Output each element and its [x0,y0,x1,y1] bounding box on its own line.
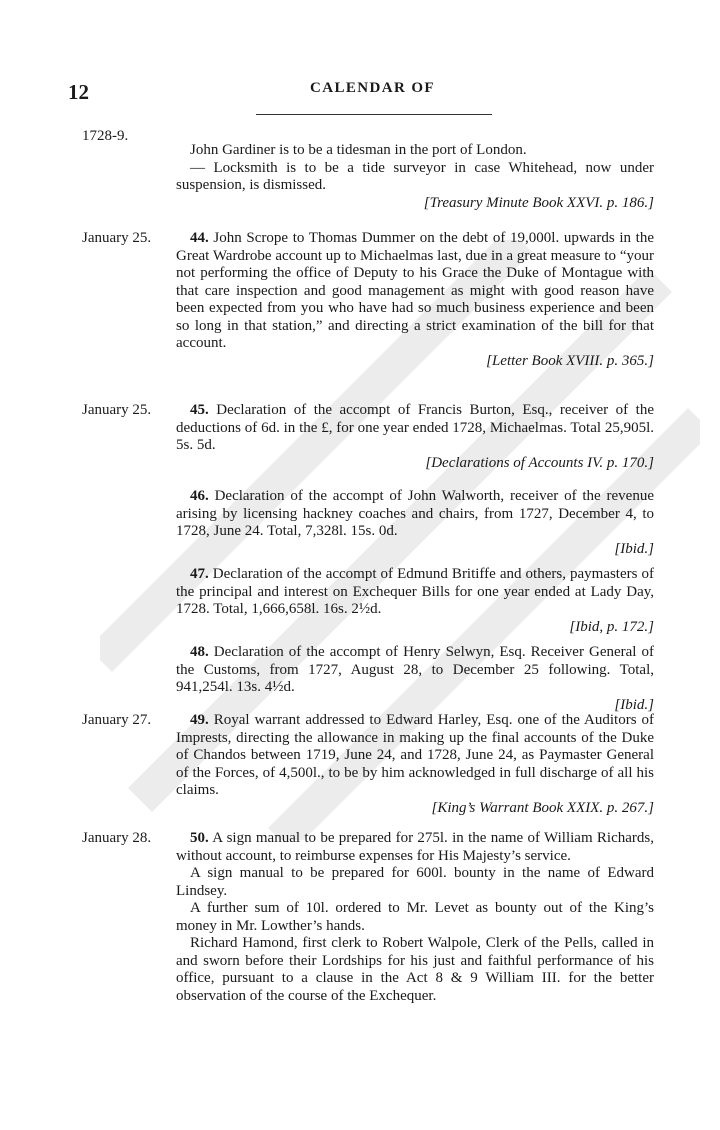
entry-number: 49. [190,712,209,728]
entry-block [176,644,654,714]
source-reference: [Declarations of Accounts IV. p. 170.] [425,454,654,471]
entry-number: 47. [190,566,209,582]
entry-line: John Gardiner is to be a tidesman in the port of London. [190,142,527,158]
source-reference: [Treasury Minute Book XXVI. p. 186.] [423,194,654,211]
entry-number: 48. [190,644,209,660]
entry-number: 45. [190,402,209,418]
entry-text: A sign manual to be prepared for 275l. in the name of William Richards, without account, to reimburse expenses for His Majesty’s service. [176,830,654,864]
entry-number: 50. [190,830,209,846]
entry-text: Declaration of the accompt of Francis Burton, Esq., receiver of the deductions of 6d. in the £, for one year ended 1728, Michaelmas. Total 25,905l. 5s. 5d. [176,402,654,453]
entry-text: Declaration of the accompt of Edmund Britiffe and others, paymasters of the principal and interest on Exchequer Bills for one year ended at Lady Day, 1728. Total, 1,666,658l. 16s. 2½d. [176,566,654,617]
page-number: 12 [68,80,89,104]
source-reference: [Ibid.] [614,696,654,713]
entry-date: 1728-9. [82,128,129,144]
entry-block [176,142,654,212]
running-title: CALENDAR OF [310,80,435,96]
entry-paragraph: A further sum of 10l. ordered to Mr. Levet as bounty out of the King’s money in Mr. Lowther’s hands. [176,900,654,934]
source-reference: [Ibid, p. 172.] [569,618,654,635]
entry-text: Royal warrant addressed to Edward Harley, Esq. one of the Auditors of Imprests, directing the allowance in making up the final accounts of the Duke of Chandos between 1719, June 24, and 1728, June 24, as Paymaster General of the Forces, of 4,500l., to be by him acknowledged in full discharge of all his claims. [176,712,655,798]
entry-block [176,402,654,472]
entry-block [176,488,654,558]
entry-date: January 25. [82,230,152,246]
source-reference: [Ibid.] [614,540,654,557]
source-reference: [King’s Warrant Book XXIX. p. 267.] [431,799,654,816]
entry-number: 44. [190,230,209,246]
entry-block [176,712,654,817]
entry-date: January 27. [82,712,152,728]
entry-date: January 25. [82,402,152,418]
entry-date: January 28. [82,830,152,846]
entry-text: John Scrope to Thomas Dummer on the debt of 19,000l. upwards in the Great Wardrobe account up to Michaelmas last, due in a great measure to “your not performing the office of Deputy to his Grace the Duke of Montague with that care inspection and good management as might with good reason have been expected from you who have had so much business experience and been so long in that station,” and directing a strict examination of the bill for that account. [176,230,655,351]
entry-number: 46. [190,488,209,504]
entry-block [176,566,654,636]
entry-paragraph: A sign manual to be prepared for 600l. bounty in the name of Edward Lindsey. [176,865,654,899]
entry-block [176,230,654,370]
source-reference: [Letter Book XVIII. p. 365.] [486,352,654,369]
entry-block [176,830,654,1005]
entry-text: Declaration of the accompt of John Walworth, receiver of the revenue arising by licensing hackney coaches and chairs, from 1727, December 4, to 1728, June 24. Total, 7,328l. 15s. 0d. [176,488,655,539]
header-rule [256,114,492,115]
entry-line: — Locksmith is to be a tide surveyor in case Whitehead, now under suspension, is dismissed. [176,159,654,193]
entry-text: Declaration of the accompt of Henry Selwyn, Esq. Receiver General of the Customs, from 1727, August 28, to December 25 following. Total, 941,254l. 13s. 4½d. [176,644,654,695]
entry-paragraph: Richard Hamond, first clerk to Robert Walpole, Clerk of the Pells, called in and sworn before their Lordships for his just and faithful performance of his office, pursuant to a clause in the Act 8 & 9 William III. for the better observation of the course of the Exchequer. [176,935,654,1004]
